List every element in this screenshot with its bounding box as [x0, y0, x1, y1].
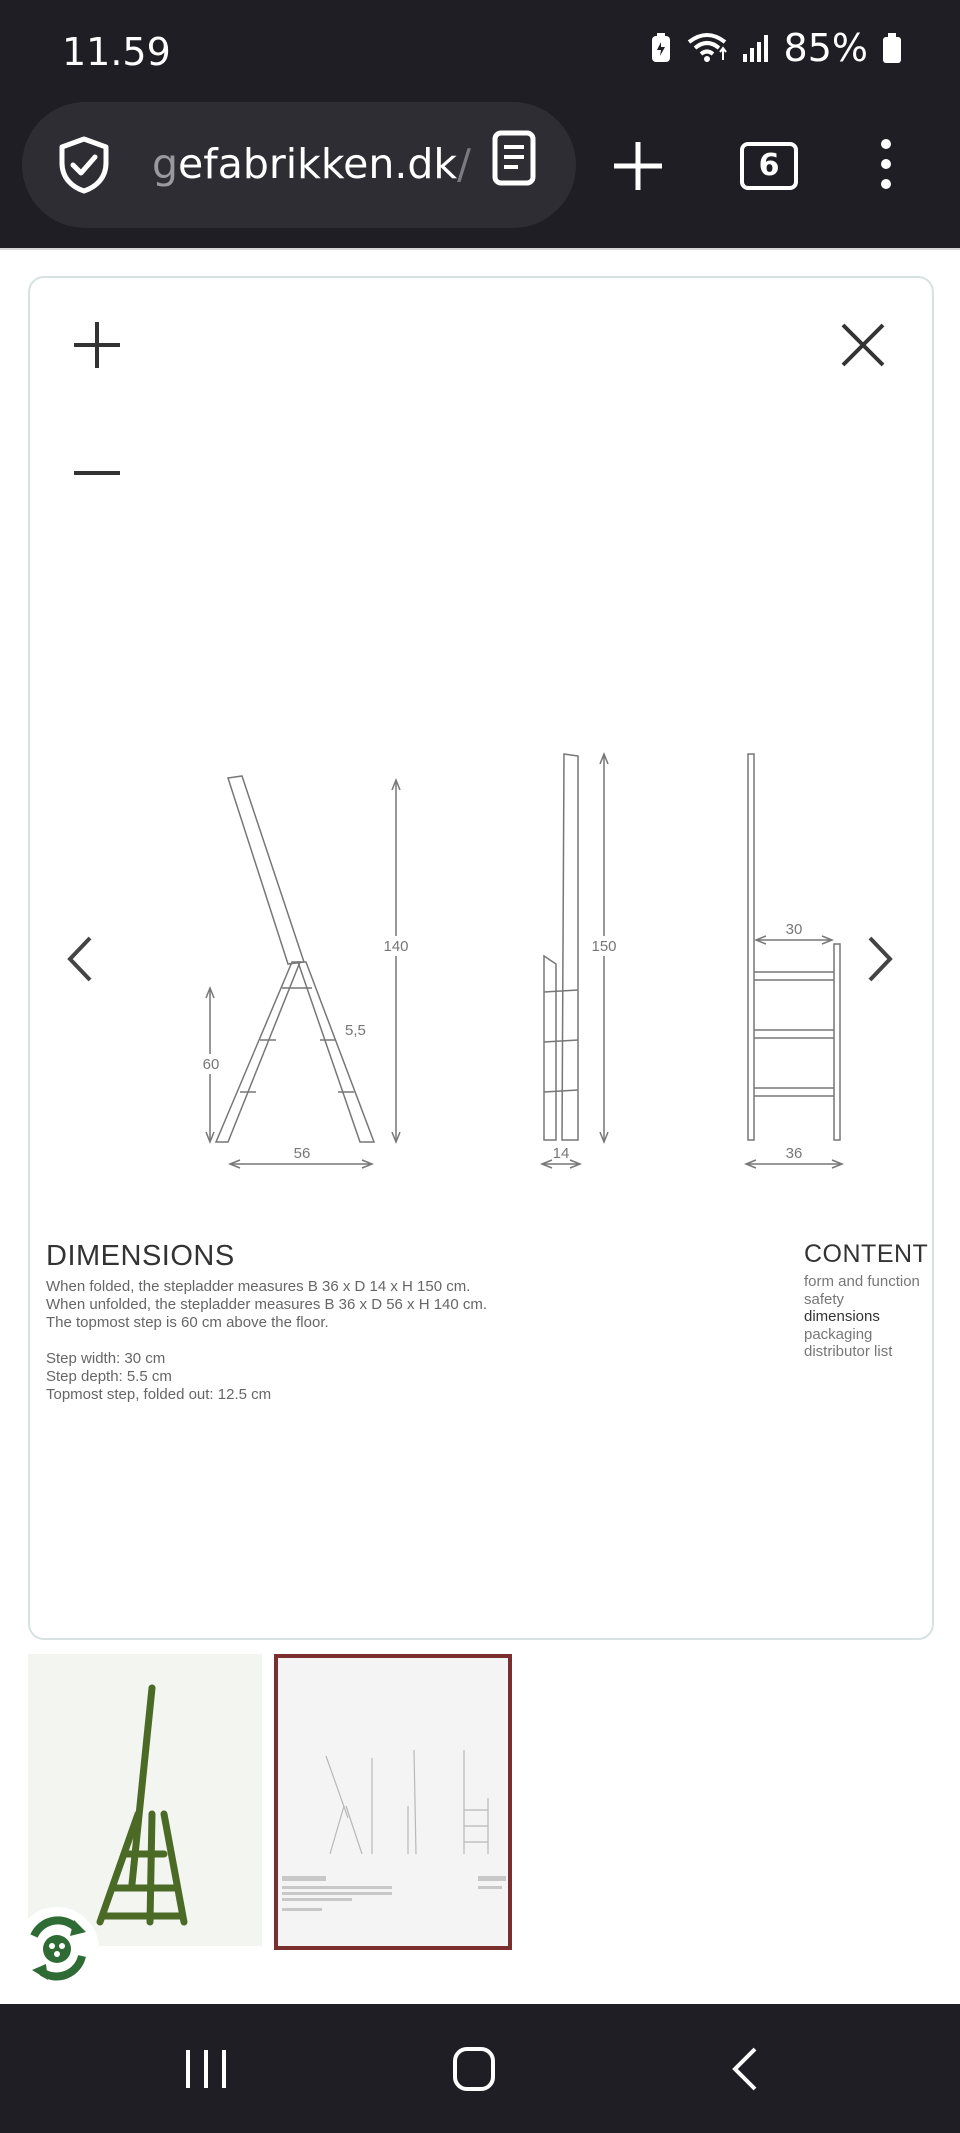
label-depth-open: 56 — [293, 1145, 311, 1162]
chevron-left-icon[interactable] — [64, 934, 96, 984]
tab-switcher-button[interactable]: 6 — [740, 142, 798, 190]
reader-mode-icon[interactable] — [492, 130, 536, 186]
content-item-safety[interactable]: safety — [804, 1290, 845, 1308]
chevron-right-icon[interactable] — [864, 934, 896, 984]
recent-apps-icon[interactable] — [184, 2048, 228, 2090]
toolbar-divider — [0, 248, 960, 250]
url-text[interactable] — [152, 140, 471, 188]
dimensions-line: The topmost step is 60 cm above the floor. — [46, 1314, 329, 1331]
content-list — [804, 1273, 920, 1361]
battery-saver-icon — [650, 33, 672, 63]
back-icon[interactable] — [730, 2046, 760, 2092]
status-bar — [0, 0, 960, 102]
new-tab-icon[interactable] — [612, 140, 664, 192]
label-step-depth: 5,5 — [345, 1022, 366, 1039]
url-suffix: / — [457, 140, 471, 188]
status-icons — [650, 26, 902, 70]
green-ladder-image — [28, 1654, 262, 1946]
browser-toolbar — [0, 102, 960, 248]
dimensions-line: When unfolded, the stepladder measures B 36 x D 56 x H 140 cm. — [46, 1296, 488, 1313]
content-item-dimensions[interactable]: dimensions — [804, 1308, 880, 1325]
dimensions-description — [46, 1278, 487, 1404]
close-icon[interactable] — [838, 320, 888, 370]
address-bar[interactable] — [22, 102, 576, 228]
url-prefix: g — [152, 140, 179, 188]
dimensions-line: Step depth: 5.5 cm — [46, 1368, 172, 1385]
label-step-width: 30 — [785, 921, 803, 938]
home-icon[interactable] — [452, 2046, 496, 2092]
thumbnail-ladder-photo[interactable] — [28, 1654, 262, 1946]
system-navigation-bar — [0, 2004, 960, 2133]
zoom-in-icon[interactable] — [72, 320, 122, 370]
label-width: 36 — [785, 1145, 803, 1162]
zoom-out-icon[interactable] — [72, 458, 122, 488]
label-depth-folded: 14 — [552, 1145, 570, 1162]
label-height-folded: 150 — [591, 938, 617, 955]
content-item-packaging[interactable]: packaging — [804, 1325, 873, 1343]
url-domain: efabrikken.dk — [178, 140, 458, 188]
battery-icon — [882, 33, 902, 63]
dimension-drawing — [180, 740, 860, 1180]
signal-icon — [742, 34, 770, 62]
content-item-distributor-list[interactable]: distributor list — [804, 1343, 893, 1360]
dimensions-page-preview — [278, 1658, 508, 1946]
status-time: 11.59 — [62, 30, 171, 74]
thumbnail-dimensions-page[interactable] — [274, 1654, 512, 1950]
dimensions-line: Step width: 30 cm — [46, 1350, 166, 1367]
dimensions-line: When folded, the stepladder measures B 36 x D 14 x H 150 cm. — [46, 1278, 471, 1295]
label-height-open: 140 — [383, 938, 409, 955]
shield-check-icon[interactable] — [58, 136, 110, 194]
content-item-form-and-function[interactable]: form and function — [804, 1273, 920, 1290]
eco-recycle-badge-icon[interactable] — [14, 1906, 100, 1992]
battery-percent: 85% — [783, 26, 868, 70]
label-top-step: 60 — [202, 1056, 220, 1073]
dimensions-heading: DIMENSIONS — [46, 1240, 235, 1272]
more-menu-icon[interactable] — [880, 138, 892, 190]
wifi-icon — [686, 32, 728, 64]
content-heading: CONTENT — [804, 1240, 929, 1268]
dimensions-line: Topmost step, folded out: 12.5 cm — [46, 1386, 272, 1403]
dimensions-line — [46, 1332, 487, 1350]
